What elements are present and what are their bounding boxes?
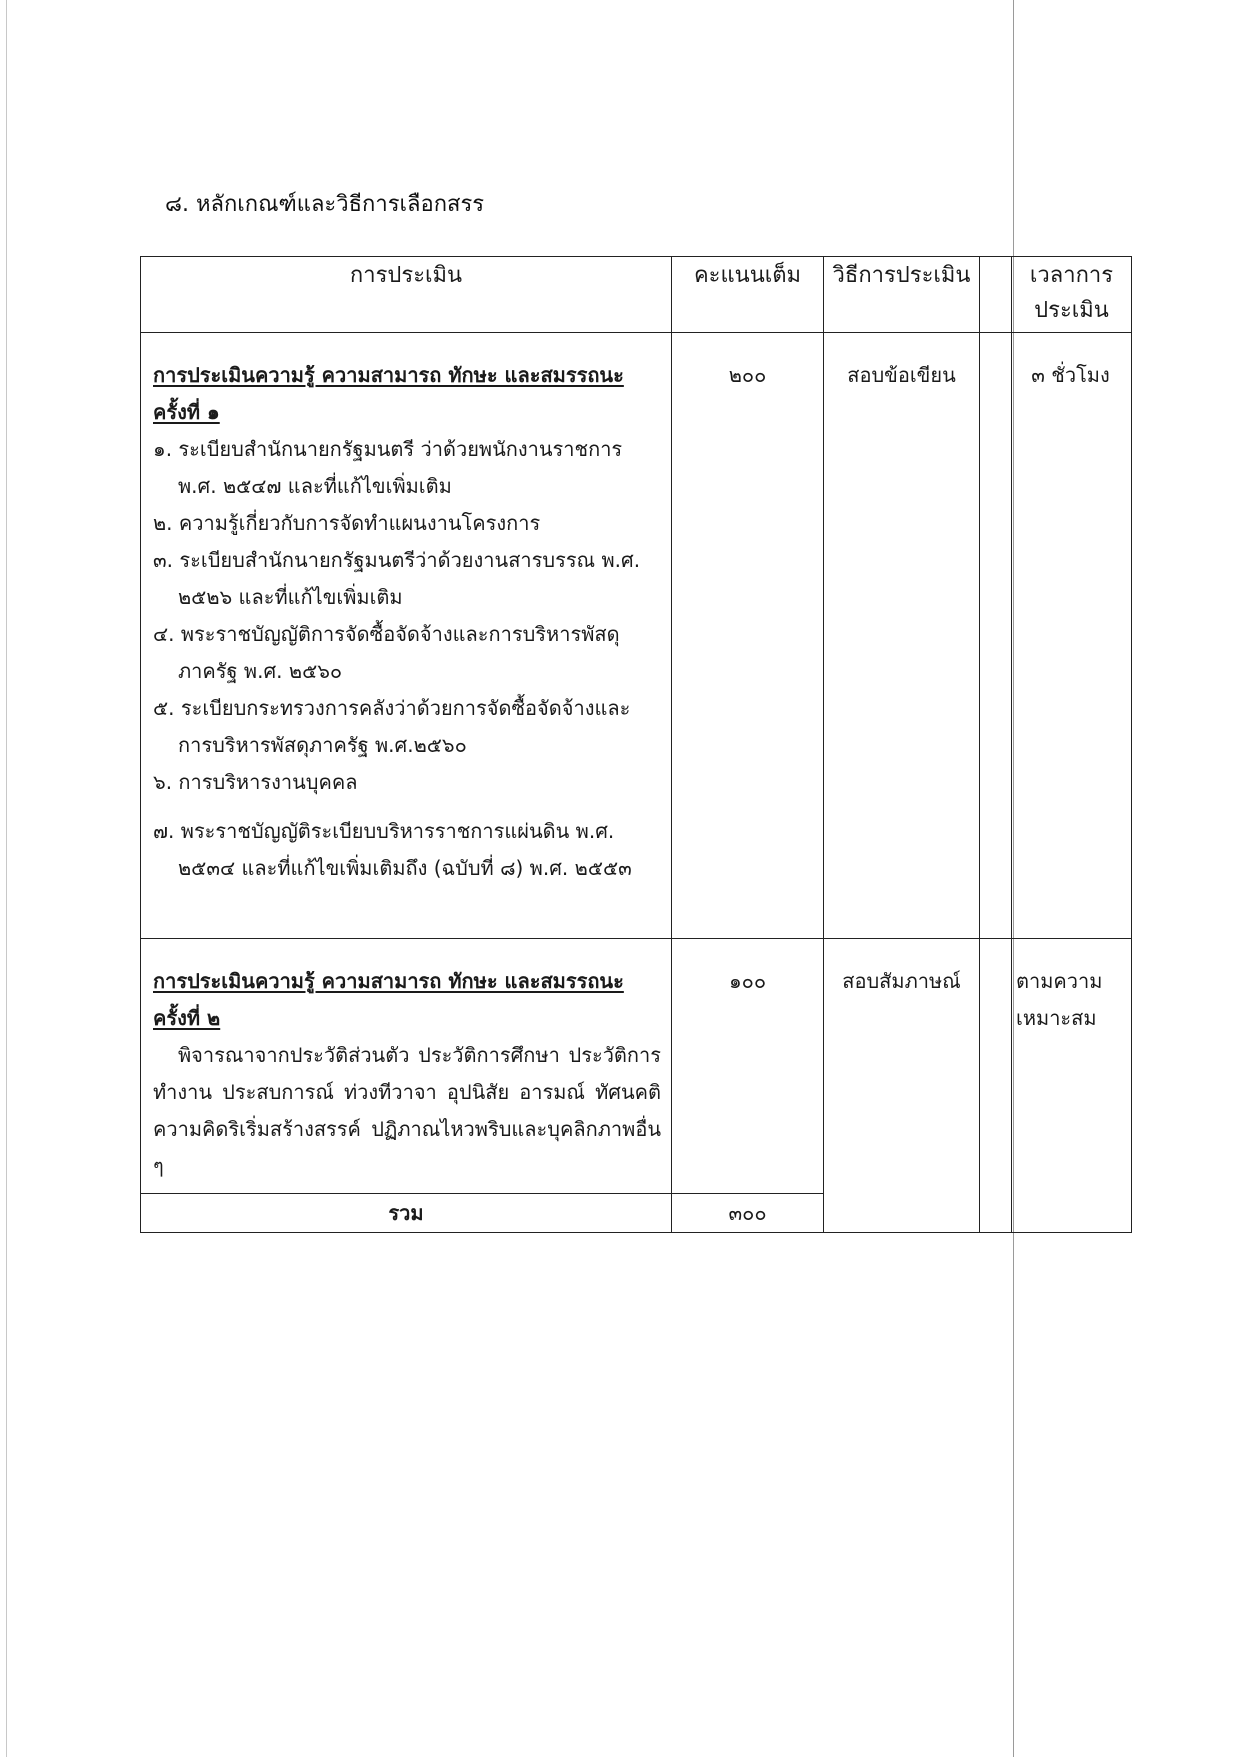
header-method: วิธีการประเมิน xyxy=(824,257,980,333)
round1-title-line1: การประเมินความรู้ ความสามารถ ทักษะ และสมรรถนะ xyxy=(153,363,624,387)
round1-score: ๒๐๐ xyxy=(728,363,767,387)
round1-item-4: ๔. พระราชบัญญัติการจัดซื้อจัดจ้างและการบริหารพัสดุ ภาครัฐ พ.ศ. ๒๕๖๐ xyxy=(153,622,620,683)
round2-time-cell xyxy=(1012,939,1132,1233)
section-heading: ๘. หลักเกณฑ์และวิธีการเลือกสรร xyxy=(165,192,485,217)
table-header-row xyxy=(141,257,1132,333)
round1-title-line2: ครั้งที่ ๑ xyxy=(153,400,220,424)
total-label-cell xyxy=(141,1194,672,1233)
header-full-score: คะแนนเต็ม xyxy=(672,257,824,333)
selection-criteria-table xyxy=(140,256,1132,1233)
header-time-line2: ประเมิน xyxy=(1034,298,1109,323)
round2-method: สอบสัมภาษณ์ xyxy=(842,969,961,993)
scan-edge-left xyxy=(6,0,7,1757)
round1-blank-cell xyxy=(980,333,1012,939)
header-blank xyxy=(980,257,1012,333)
round2-score: ๑๐๐ xyxy=(728,969,767,993)
round1-item-6: ๖. การบริหารงานบุคคล xyxy=(153,770,358,794)
round1-time: ๓ ชั่วโมง xyxy=(1031,363,1110,387)
total-score-cell xyxy=(672,1194,824,1233)
round1-item-7: ๗. พระราชบัญญัติระเบียบบริหารราชการแผ่นดิน พ.ศ. ๒๕๓๔ และที่แก้ไขเพิ่มเติมถึง (ฉบับที่ ๘) พ.ศ. ๒๕๕๓ xyxy=(153,819,632,880)
header-assessment: การประเมิน xyxy=(141,257,672,333)
table-row-round1 xyxy=(141,333,1132,939)
total-score: ๓๐๐ xyxy=(728,1201,767,1225)
round1-item-3: ๓. ระเบียบสำนักนายกรัฐมนตรีว่าด้วยงานสารบรรณ พ.ศ. ๒๕๒๖ และที่แก้ไขเพิ่มเติม xyxy=(153,548,641,609)
round2-blank-cell xyxy=(980,939,1012,1233)
round1-item-2: ๒. ความรู้เกี่ยวกับการจัดทำแผนงานโครงการ xyxy=(153,511,541,535)
round2-method-cell xyxy=(824,939,980,1233)
table-row-round2 xyxy=(141,939,1132,1194)
round1-time-cell xyxy=(1012,333,1132,939)
round2-description: พิจารณาจากประวัติส่วนตัว ประวัติการศึกษา ประวัติการทำงาน ประสบการณ์ ท่วงทีวาจา อุปนิสัย อารมณ์ ทัศนคติ ความคิดริเริ่มสร้างสรรค์ ปฏิภาณไหวพริบและบุคลิกภาพอื่น ๆ xyxy=(153,1043,661,1178)
round2-title-line2: ครั้งที่ ๒ xyxy=(153,1006,221,1030)
header-time xyxy=(1012,257,1132,333)
round1-score-cell xyxy=(672,333,824,939)
round1-assessment-cell xyxy=(141,333,672,939)
round2-time-line2: เหมาะสม xyxy=(1016,1006,1097,1030)
header-time-line1: เวลาการ xyxy=(1029,263,1114,288)
round1-item-5: ๕. ระเบียบกระทรวงการคลังว่าด้วยการจัดซื้อจัดจ้างและ การบริหารพัสดุภาครัฐ พ.ศ.๒๕๖๐ xyxy=(153,696,631,757)
round1-method-cell xyxy=(824,333,980,939)
total-label: รวม xyxy=(388,1201,424,1225)
round2-score-cell xyxy=(672,939,824,1194)
round2-title-line1: การประเมินความรู้ ความสามารถ ทักษะ และสมรรถนะ xyxy=(153,969,624,993)
round1-method: สอบข้อเขียน xyxy=(847,363,956,387)
round2-time-line1: ตามความ xyxy=(1016,969,1103,993)
round2-assessment-cell xyxy=(141,939,672,1194)
round2-time xyxy=(1012,939,1131,1037)
round1-item-1: ๑. ระเบียบสำนักนายกรัฐมนตรี ว่าด้วยพนักงานราชการ พ.ศ. ๒๕๔๗ และที่แก้ไขเพิ่มเติม xyxy=(153,437,623,498)
